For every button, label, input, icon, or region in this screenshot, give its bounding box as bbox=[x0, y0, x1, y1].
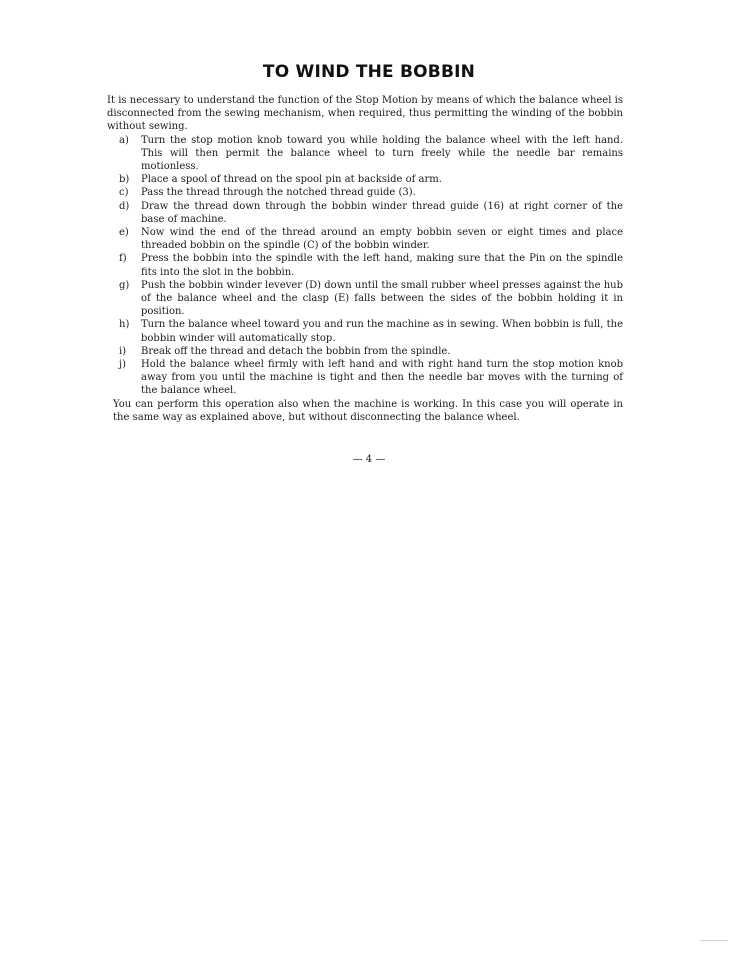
page-title: TO WIND THE BOBBIN bbox=[262, 62, 476, 82]
step-c bbox=[107, 186, 623, 199]
step-text: Draw the thread down through the bobbin winder thread guide (16) at right corner of the base of machine. bbox=[141, 200, 623, 225]
step-text: Place a spool of thread on the spool pin at backside of arm. bbox=[141, 174, 442, 186]
page-number: — 4 — bbox=[352, 454, 386, 465]
step-d bbox=[107, 200, 623, 226]
step-label: h) bbox=[119, 319, 130, 331]
step-h bbox=[107, 318, 623, 344]
step-text: Turn the stop motion knob toward you while holding the balance wheel with the left hand. This will then permit the balance wheel to turn freely while the needle bar remains motionless. bbox=[141, 134, 623, 173]
step-j bbox=[107, 358, 623, 398]
step-a bbox=[107, 134, 623, 174]
step-text: Push the bobbin winder levever (D) down until the small rubber wheel presses against the hub of the balance wheel and the clasp (E) falls between the sides of the bobbin holding it in position. bbox=[141, 279, 623, 318]
step-label: e) bbox=[119, 227, 129, 239]
step-text: Press the bobbin into the spindle with the left hand, making sure that the Pin on the spindle fits into the slot in the bobbin. bbox=[141, 253, 623, 278]
step-label: f) bbox=[119, 253, 127, 265]
step-text: Turn the balance wheel toward you and run the machine as in sewing. When bobbin is full, the bobbin winder will automatically stop. bbox=[141, 319, 623, 344]
step-text: Hold the balance wheel firmly with left hand and with right hand turn the stop motion knob away from you until the machine is tight and then the needle bar moves with the turning of the balance wheel. bbox=[141, 359, 623, 397]
step-text: Break off the thread and detach the bobbin from the spindle. bbox=[141, 345, 451, 357]
closing-paragraph: You can perform this operation also when the machine is working. In this case you will operate in the same way as explained above, but without disconnecting the balance wheel. bbox=[113, 398, 623, 423]
step-text: Pass the thread through the notched thread guide (3). bbox=[141, 187, 416, 199]
step-g bbox=[107, 279, 623, 319]
step-label: g) bbox=[119, 279, 130, 291]
step-text: Now wind the end of the thread around an empty bobbin seven or eight times and place threaded bobbin on the spindle (C) of the bobbin winder. bbox=[141, 227, 623, 252]
step-label: c) bbox=[119, 187, 129, 199]
step-i bbox=[107, 345, 623, 358]
step-label: a) bbox=[119, 134, 129, 146]
step-label: b) bbox=[119, 174, 130, 186]
step-b bbox=[107, 173, 623, 186]
step-label: d) bbox=[119, 200, 130, 212]
scan-edge-mark bbox=[700, 940, 728, 941]
step-label: i) bbox=[119, 345, 127, 357]
step-label: j) bbox=[119, 359, 127, 371]
instructions-body bbox=[107, 94, 623, 424]
steps-list bbox=[107, 134, 623, 398]
step-f bbox=[107, 252, 623, 278]
step-e bbox=[107, 226, 623, 252]
intro-paragraph: It is necessary to understand the function of the Stop Motion by means of which the balance wheel is disconnected from the sewing mechanism, when required, thus permitting the winding of the bobbin without sewing. bbox=[107, 95, 623, 133]
